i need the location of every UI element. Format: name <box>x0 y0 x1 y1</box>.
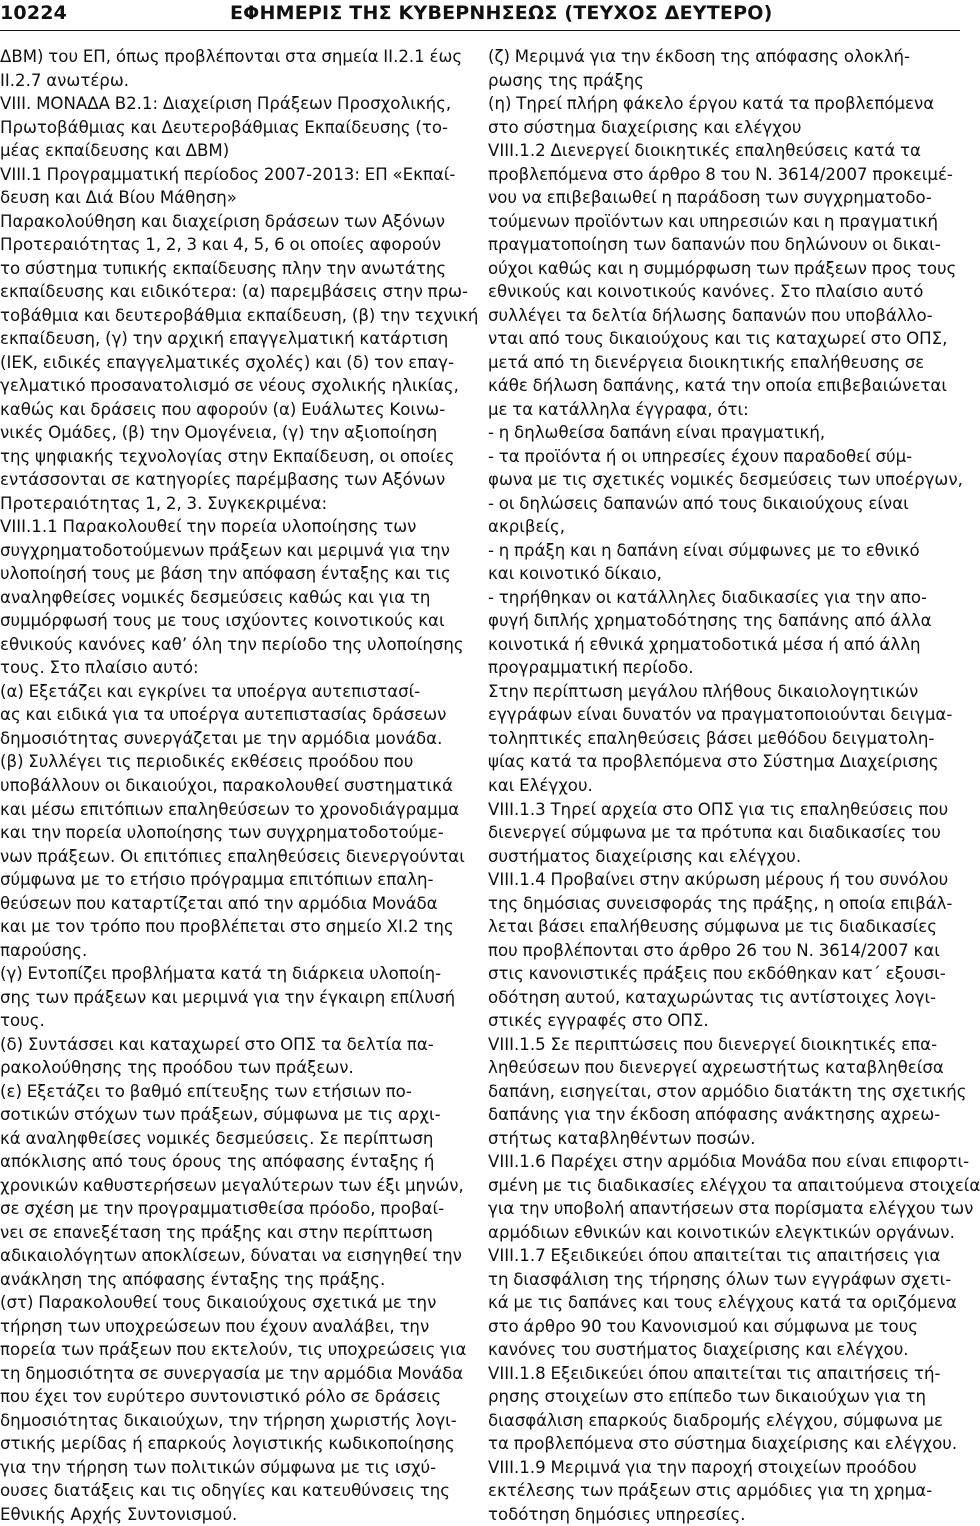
text-line: λεται βάσει επαλήθευσης σύμφωνα με τις διαδικασίες <box>488 917 937 937</box>
text-line: κά αναληφθείσες νομικές δεσμεύσεις. Σε περίπτωση <box>0 1128 434 1148</box>
text-line: τα προβλεπόμενα στο σύστημα διαχείρισης και ελέγχου. <box>488 1434 958 1454</box>
header-rule <box>0 30 960 31</box>
text-line: και την πορεία υλοποίησης των συγχρηματοδοτούμε‐ <box>0 823 444 843</box>
text-line: τους. Στο πλαίσιο αυτό: <box>0 658 199 678</box>
text-line: VIII.1.6 Παρέχει στην αρμόδια Μονάδα που είναι επιφορτι‐ <box>488 1152 970 1172</box>
text-line: τούμενων προϊόντων και υπηρεσιών και η πραγματική <box>488 211 938 231</box>
text-line: δημοσιότητας συνεργάζεται με την αρμόδια μονάδα. <box>0 728 443 748</box>
text-line: ‐ τα προϊόντα ή οι υπηρεσίες έχουν παραδοθεί σύμ‐ <box>488 446 913 466</box>
text-line: φυγή διπλής χρηματοδότησης της δαπάνης από άλλα <box>488 611 932 631</box>
text-line: ‐ η δηλωθείσα δαπάνη είναι πραγματική, <box>488 423 826 443</box>
text-line: στις κανονιστικές πράξεις που εκδόθηκαν κατ΄ εξουσι‐ <box>488 964 946 984</box>
text-line: ‐ οι δηλώσεις δαπανών από τους δικαιούχους είναι <box>488 493 909 513</box>
text-line: ΙΙ.2.7 ανωτέρω. <box>0 70 129 90</box>
text-line: συλλέγει τα δελτία δήλωσης δαπανών που υποβάλλο‐ <box>488 305 933 325</box>
page-header <box>0 0 960 36</box>
text-line: μετά από τη διενέργεια διοικητικής επαλήθευσης σε <box>488 352 925 372</box>
text-line: ρησης στοιχείων στο επίπεδο των δικαιούχων για τη <box>488 1387 926 1407</box>
text-line: νει σε επανεξέταση της πράξης και στην περίπτωση <box>0 1222 433 1242</box>
text-line: για την τήρηση των πολιτικών σύμφωνα με τις ισχύ‐ <box>0 1457 437 1477</box>
page-number: 10224 <box>0 2 68 24</box>
text-line: νων πράξεων. Οι επιτόπιες επαληθεύσεις διενεργούνται <box>0 846 465 866</box>
text-line: τους. <box>0 1011 45 1031</box>
text-line: στικές εγγραφές στο ΟΠΣ. <box>488 1011 709 1031</box>
text-line: συγχρηματοδοτούμενων πράξεων και μεριμνά για την <box>0 540 450 560</box>
text-line: ουσες διατάξεις και τις οδηγίες και κατευθύνσεις της <box>0 1481 450 1501</box>
text-line: δημοσιότητας δικαιούχων, την τήρηση χωριστής λογι‐ <box>0 1410 457 1430</box>
text-line: στήτως καταβληθέντων ποσών. <box>488 1128 756 1148</box>
text-line: υποβάλλουν οι δικαιούχοι, παρακολουθεί συστηματικά <box>0 775 453 795</box>
text-line: νται από τους δικαιούχους και τις καταχωρεί στο ΟΠΣ, <box>488 329 948 349</box>
text-line: γελματικό προσανατολισμό σε νέους σχολικής ηλικίας, <box>0 376 459 396</box>
text-line: της δημόσιας συνεισφοράς της πράξης, η οποία επιβάλ‐ <box>488 893 953 913</box>
text-line: Πρωτοβάθμιας και Δευτεροβάθμιας Εκπαίδευσης (το‐ <box>0 117 449 137</box>
text-line: ΔΒΜ) του ΕΠ, όπως προβλέπονται στα σημεία ΙΙ.2.1 έως <box>0 47 463 66</box>
gazette-title: ΕΦΗΜΕΡΙΣ ΤΗΣ ΚΥΒΕΡΝΗΣΕΩΣ (ΤΕΥΧΟΣ ΔΕΥΤΕΡΟ) <box>230 2 773 24</box>
text-line: που έχει τον ευρύτερο συντονιστικό ρόλο σε δράσεις <box>0 1387 442 1407</box>
text-line: κά με τις δαπάνες και τους ελέγχους κατά τα οριζόμενα <box>488 1293 957 1313</box>
text-line: εθνικούς κανόνες καθ’ όλη την περίοδο της υλοποίησης <box>0 634 464 654</box>
text-line: εντάσσονται σε κατηγορίες παρέμβασης των Αξόνων <box>0 470 446 490</box>
text-line: κάθε δήλωση δαπάνης, κατά την οποία επιβεβαιώνεται <box>488 376 947 396</box>
text-line: εκπαίδευση, (γ) την αρχική επαγγελματική κατάρτιση <box>0 329 449 349</box>
text-line: σοτικών στόχων των πράξεων, σύμφωνα με τις αρχι‐ <box>0 1105 441 1125</box>
text-line: χρονικών καθυστερήσεων μεγαλύτερων των έξι μηνών, <box>0 1175 464 1195</box>
text-line: αναληφθείσες νομικές δεσμεύσεις καθώς και για τη <box>0 587 431 607</box>
text-line: VIII.1.9 Μεριμνά για την παροχή στοιχείων προόδου <box>488 1457 917 1477</box>
text-line: δευση και Διά Βίου Μάθηση» <box>0 188 237 208</box>
text-line: Εθνικής Αρχής Συντονισμού. <box>0 1504 238 1524</box>
text-line: προγραμματική περίοδο. <box>488 658 694 678</box>
text-line: που προβλέπονται στο άρθρο 26 του Ν. 3614/2007 και <box>488 940 940 960</box>
text-line: δαπάνη, εισηγείται, στον αρμόδιο διατάκτη της σχετικής <box>488 1081 967 1101</box>
text-line: VIII.1 Προγραμματική περίοδος 2007‐2013: ΕΠ «Εκπαί‐ <box>0 164 456 184</box>
text-line: (γ) Εντοπίζει προβλήματα κατά τη διάρκεια υλοποίη‐ <box>0 964 442 984</box>
text-line: δαπάνης για την έκδοση απόφασης ανάκτησης αχρεω‐ <box>488 1105 941 1125</box>
text-line: (α) Εξετάζει και εγκρίνει τα υποέργα αυτεπιστασί‐ <box>0 681 421 701</box>
text-line: τοβάθμια και δευτεροβάθμια εκπαίδευση, (β) την τεχνική <box>0 305 479 325</box>
text-line: διενεργεί σύμφωνα με τα πρότυπα και διαδικασίες του <box>488 823 941 843</box>
text-line: ρωσης της πράξης <box>488 70 644 90</box>
text-line: εκπαίδευσης και ειδικότερα: (α) παρεμβάσεις στην πρω‐ <box>0 282 469 302</box>
text-line: και κοινοτικό δίκαιο, <box>488 564 662 584</box>
text-line: (ζ) Μεριμνά για την έκδοση της απόφασης ολοκλή‐ <box>488 47 911 66</box>
text-line: για την υποβολή απαντήσεων στα πορίσματα ελέγχου των <box>488 1199 974 1219</box>
text-line: κοινοτικά ή εθνικά χρηματοδοτικά μέσα ή από άλλη <box>488 634 921 654</box>
text-line: συστήματος διαχείρισης και ελέγχου. <box>488 846 802 866</box>
text-line: (η) Τηρεί πλήρη φάκελο έργου κατά τα προβλεπόμενα <box>488 94 935 114</box>
text-line: ρακολούθησης της προόδου των πράξεων. <box>0 1058 354 1078</box>
text-line: τη διασφάλιση της τήρησης όλων των εγγράφων σχετι‐ <box>488 1269 952 1289</box>
text-line: διασφάλιση επαρκούς διαδρομής ελέγχου, σύμφωνα με <box>488 1410 943 1430</box>
text-line: κανόνες του συστήματος διαχείρισης και ελέγχου. <box>488 1340 909 1360</box>
text-line: VIII.1.1 Παρακολουθεί την πορεία υλοποίησης των <box>0 517 417 537</box>
text-line: πραγματοποίηση των δαπανών που δηλώνουν οι δικαι‐ <box>488 235 941 255</box>
text-line: (ε) Εξετάζει το βαθμό επίτευξης των ετήσιων πο‐ <box>0 1081 412 1101</box>
text-line: το σύστημα τυπικής εκπαίδευσης πλην την ανωτάτης <box>0 258 447 278</box>
text-line: (β) Συλλέγει τις περιοδικές εκθέσεις προόδου που <box>0 752 414 772</box>
right-column <box>488 45 980 1524</box>
text-line: και Ελέγχου. <box>488 775 593 795</box>
text-line: στο άρθρο 90 του Κανονισμού και σύμφωνα με τους <box>488 1316 919 1336</box>
text-line: παρούσης. <box>0 940 88 960</box>
text-line: και μέσω επιτόπιων επαληθεύσεων το χρονοδιάγραμμα <box>0 799 460 819</box>
text-line: εκτέλεσης των πράξεων στις αρμόδιες για τη χρημα‐ <box>488 1481 933 1501</box>
text-line: ούχοι καθώς και η συμμόρφωση των πράξεων προς τους <box>488 258 957 278</box>
text-line: ακριβείς, <box>488 517 566 537</box>
text-line: τοδότηση δημόσιες υπηρεσίες. <box>488 1504 746 1524</box>
text-line: αδικαιολόγητων αποκλίσεων, δύναται να εισηγηθεί την <box>0 1246 462 1266</box>
text-line: και με τον τρόπο που προβλέπεται στο σημείο ΧΙ.2 της <box>0 917 454 937</box>
text-line: Παρακολούθηση και διαχείριση δράσεων των Αξόνων <box>0 211 445 231</box>
text-line: Στην περίπτωση μεγάλου πλήθους δικαιολογητικών <box>488 681 919 701</box>
text-line: εγγράφων είναι δυνατόν να πραγματοποιούνται δειγμα‐ <box>488 705 953 725</box>
text-line: VIII.1.3 Τηρεί αρχεία στο ΟΠΣ για τις επαληθεύσεις που <box>488 799 949 819</box>
text-line: ψίας κατά τα προβλεπόμενα στο Σύστημα Διαχείρισης <box>488 752 939 772</box>
left-column <box>0 45 479 1524</box>
text-line: τήρηση των υποχρεώσεων που έχουν αναλάβει, την <box>0 1316 430 1336</box>
text-line: σμένη με τις διαδικασίες ελέγχου τα απαιτούμενα στοιχεία <box>488 1175 980 1195</box>
text-line: ανάκληση της απόφασης ένταξης της πράξης. <box>0 1269 386 1289</box>
text-line: VIII.1.5 Σε περιπτώσεις που διενεργεί διοικητικές επα‐ <box>488 1034 938 1054</box>
text-line: φωνα με τις σχετικές νομικές δεσμεύσεις των υποέργων, <box>488 470 963 490</box>
text-line: μέας εκπαίδευσης και ΔΒΜ) <box>0 141 230 161</box>
text-line: VIII.1.2 Διενεργεί διοικητικές επαληθεύσεις κατά τα <box>488 141 921 161</box>
text-line: πορεία των πράξεων που εκτελούν, τις υποχρεώσεις για <box>0 1340 467 1360</box>
text-line: Προτεραιότητας 1, 2, 3 και 4, 5, 6 οι οποίες αφορούν <box>0 235 442 255</box>
text-line: τη δημοσιότητα σε συνεργασία με την αρμόδια Μονάδα <box>0 1363 464 1383</box>
text-line: VIII. ΜΟΝΑΔΑ Β2.1: Διαχείριση Πράξεων Προσχολικής, <box>0 94 452 114</box>
text-line: νικές Ομάδες, (β) την Ομογένεια, (γ) την αξιοποίηση <box>0 423 438 443</box>
text-line: αρμόδιων εθνικών και κοινοτικών ελεγκτικών οργάνων. <box>488 1222 955 1242</box>
text-line: Προτεραιότητας 1, 2, 3. Συγκεκριμένα: <box>0 493 328 513</box>
text-line: στο σύστημα διαχείρισης και ελέγχου <box>488 117 802 137</box>
text-line: εθνικούς και κοινοτικούς κανόνες. Στο πλαίσιο αυτό <box>488 282 924 302</box>
text-line: ‐ τηρήθηκαν οι κατάλληλες διαδικασίες για την απο‐ <box>488 587 927 607</box>
text-line: VIII.1.4 Προβαίνει στην ακύρωση μέρους ή του συνόλου <box>488 870 949 890</box>
text-line: σε σχέση με την προγραμματισθείσα πρόοδο, προβαί‐ <box>0 1199 445 1219</box>
text-line: της ψηφιακής τεχνολογίας στην Εκπαίδευση, οι οποίες <box>0 446 455 466</box>
text-line: VIII.1.8 Εξειδικεύει όπου απαιτείται τις απαιτήσεις τή‐ <box>488 1363 941 1383</box>
text-line: προβλεπόμενα στο άρθρο 8 του Ν. 3614/2007 προκειμέ‐ <box>488 164 953 184</box>
text-line: ‐ η πράξη και η δαπάνη είναι σύμφωνες με το εθνικό <box>488 540 920 560</box>
text-line: (ΙΕΚ, ειδικές επαγγελματικές σχολές) και (δ) τον επαγ‐ <box>0 352 454 372</box>
text-line: (δ) Συντάσσει και καταχωρεί στο ΟΠΣ τα δελτία πα‐ <box>0 1034 434 1054</box>
text-line: καθώς και δράσεις που αφορούν (α) Ευάλωτες Κοινω‐ <box>0 399 446 419</box>
text-line: υλοποίησή τους με βάση την απόφαση ένταξης και τις <box>0 564 451 584</box>
text-line: σύμφωνα με το ετήσιο πρόγραμμα επιτόπιων επαλη‐ <box>0 870 434 890</box>
text-line: στικής μερίδας ή επαρκούς λογιστικής κωδικοποίησης <box>0 1434 455 1454</box>
text-line: συμμόρφωσή τους με τους ισχύοντες κοινοτικούς και <box>0 611 445 631</box>
text-line: νου να επιβεβαιωθεί η παράδοση των συγχρηματοδο‐ <box>488 188 932 208</box>
text-line: ας και ειδικά για τα υποέργα αυτεπιστασίας δράσεων <box>0 705 447 725</box>
text-line: θεύσεων που καταρτίζεται από την αρμόδια Μονάδα <box>0 893 438 913</box>
text-line: τοληπτικές επαληθεύσεις βάσει μεθόδου δειγματολη‐ <box>488 728 935 748</box>
text-line: ληθεύσεων που διενεργεί αχρεωστήτως καταβληθείσα <box>488 1058 944 1078</box>
text-line: με τα κατάλληλα έγγραφα, ότι: <box>488 399 749 419</box>
text-line: VIII.1.7 Εξειδικεύει όπου απαιτείται τις απαιτήσεις για <box>488 1246 941 1266</box>
text-line: απόκλισης από τους όρους της απόφασης ένταξης ή <box>0 1152 435 1172</box>
text-line: οδότηση αυτού, καταχωρώντας τις αντίστοιχες λογι‐ <box>488 987 937 1007</box>
text-line: (στ) Παρακολουθεί τους δικαιούχους σχετικά με την <box>0 1293 437 1313</box>
text-line: σης των πράξεων και μεριμνά για την έγκαιρη επίλυσή <box>0 987 456 1007</box>
